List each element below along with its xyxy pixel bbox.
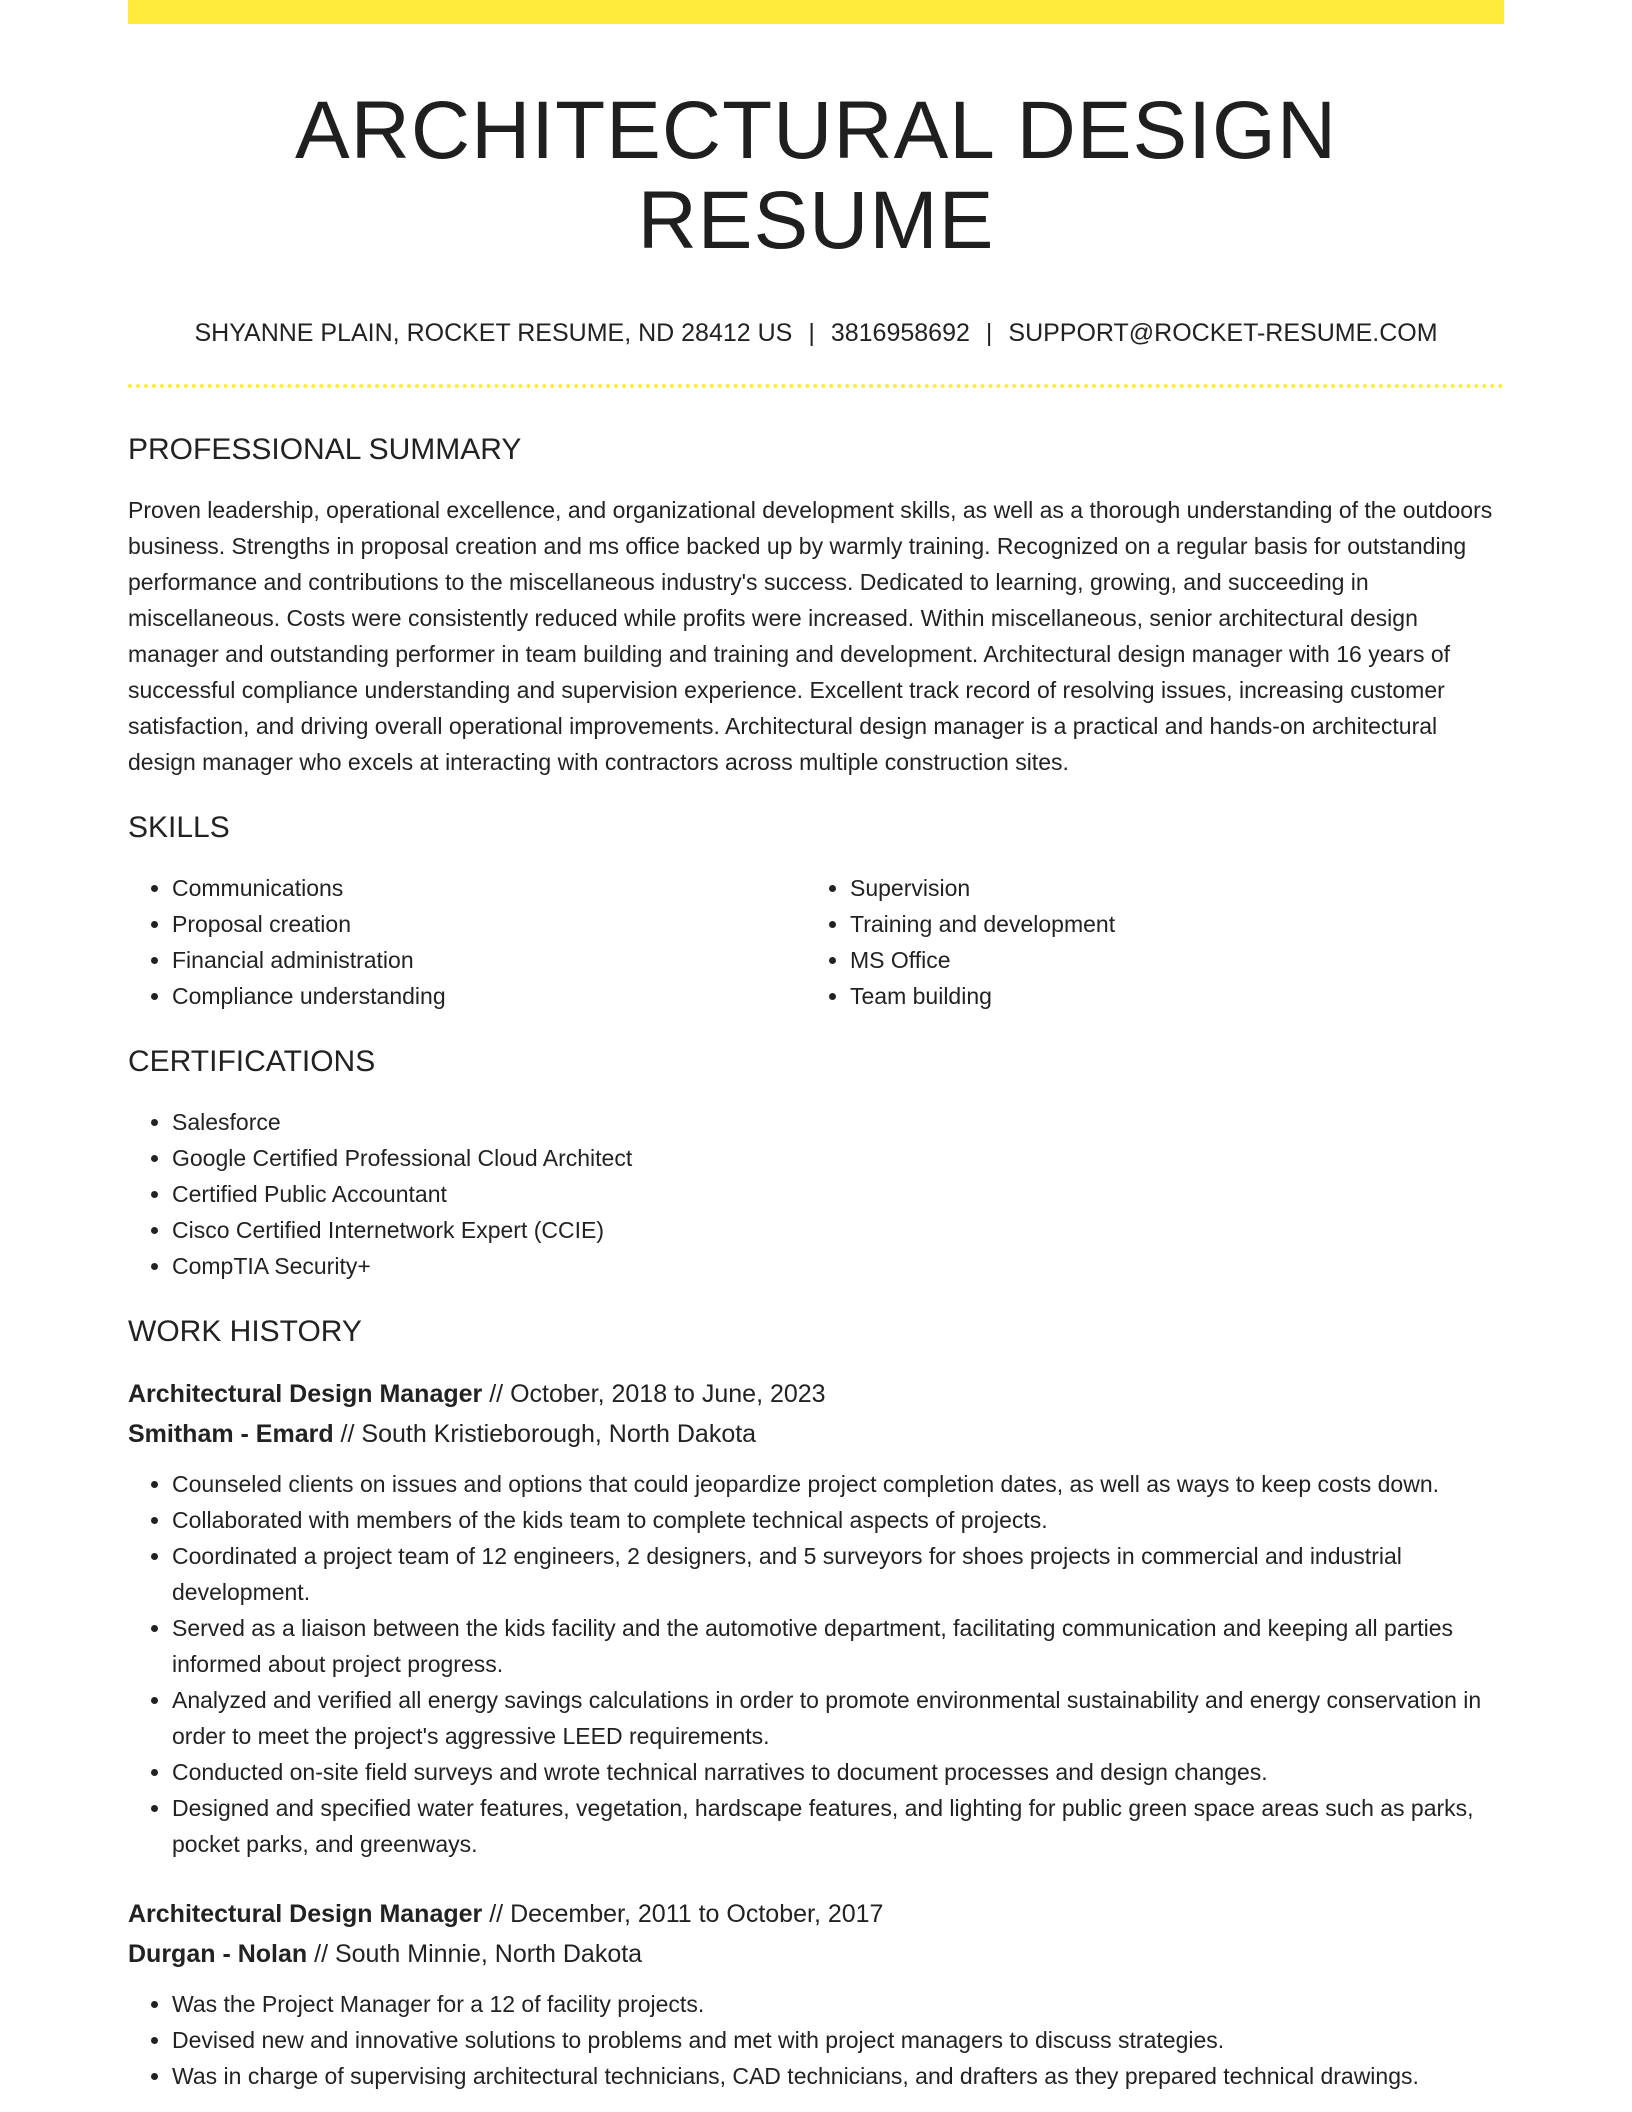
job-duties-list: [128, 1466, 1504, 1862]
job-company: Smitham - Emard: [128, 1420, 334, 1449]
job-title-line: [128, 1894, 1504, 1934]
contact-separator: |: [985, 319, 993, 348]
contact-line: [128, 318, 1504, 348]
job-duty: • Was the Project Manager for a 12 of facility projects.: [172, 1986, 1504, 2022]
certification-item: • CompTIA Security+: [172, 1248, 1504, 1284]
job-duty: • Coordinated a project team of 12 engineers, 2 designers, and 5 surveyors for shoes projects in commercial and industrial development.: [172, 1538, 1504, 1610]
contact-phone: 3816958692: [830, 319, 970, 348]
job-company: Durgan - Nolan: [128, 1940, 308, 1969]
job-duty: • Served as a liaison between the kids facility and the automotive department, facilitating communication and keeping all parties informed about project progress.: [172, 1610, 1504, 1682]
job-duty: • Analyzed and verified all energy savings calculations in order to promote environmental sustainability and energy conservation in order to meet the project's aggressive LEED requirements.: [172, 1682, 1504, 1754]
job-title-line: [128, 1374, 1504, 1414]
job-duty: • Devised new and innovative solutions to problems and met with project managers to discuss strategies.: [172, 2022, 1504, 2058]
job-separator: //: [333, 1420, 362, 1449]
job-separator: //: [482, 1380, 511, 1409]
job-duty: • Was in charge of supervising architectural technicians, CAD technicians, and drafters as they prepared technical drawings.: [172, 2058, 1504, 2094]
skill-item: • Proposal creation: [172, 906, 806, 942]
job-title: Architectural Design Manager: [128, 1380, 483, 1409]
job-company-line: [128, 1934, 1504, 1974]
job-location: South Kristieborough, North Dakota: [361, 1420, 757, 1449]
skill-item: • Communications: [172, 870, 806, 906]
certification-item: • Cisco Certified Internetwork Expert (CCIE): [172, 1212, 1504, 1248]
skills-column-left: [128, 870, 806, 1014]
certification-item: • Salesforce: [172, 1104, 1504, 1140]
job-separator: //: [482, 1900, 511, 1929]
contact-address: SHYANNE PLAIN, ROCKET RESUME, ND 28412 US: [194, 319, 793, 348]
job-entry: [128, 1374, 1504, 1862]
job-location: South Minnie, North Dakota: [334, 1940, 643, 1969]
skill-item: • Supervision: [850, 870, 1504, 906]
job-duty: • Conducted on-site field surveys and wrote technical narratives to document processes and design changes.: [172, 1754, 1504, 1790]
skills-column-right: [806, 870, 1504, 1014]
job-dates: December, 2011 to October, 2017: [510, 1900, 884, 1929]
skill-item: • Compliance understanding: [172, 978, 806, 1014]
summary-heading: PROFESSIONAL SUMMARY: [128, 433, 522, 467]
job-duty: • Counseled clients on issues and options that could jeopardize project completion dates, as well as ways to keep costs down.: [172, 1466, 1504, 1502]
dotted-divider: [128, 384, 1504, 388]
skill-item: • MS Office: [850, 942, 1504, 978]
work-history-heading: WORK HISTORY: [128, 1315, 362, 1349]
job-duty: • Designed and specified water features, vegetation, hardscape features, and lighting for public green space areas such as parks, pocket parks, and greenways.: [172, 1790, 1504, 1862]
job-title: Architectural Design Manager: [128, 1900, 483, 1929]
skill-item: • Training and development: [850, 906, 1504, 942]
top-accent-bar: [128, 0, 1504, 24]
job-company-line: [128, 1414, 1504, 1454]
resume-page: [128, 0, 1504, 2094]
job-dates: October, 2018 to June, 2023: [510, 1380, 826, 1409]
contact-separator: |: [808, 319, 815, 348]
job-separator: //: [307, 1940, 335, 1969]
summary-text: Proven leadership, operational excellence, and organizational development skills, as well as a thorough understanding of the outdoors business. Strengths in proposal creation and ms office backed up by warmly training. Recognized on a regular basis for outstanding performance and contributions to the miscellaneous industry's success. Dedicated to learning, growing, and succeeding in miscellaneous. Costs were consistently reduced while profits were increased. Within miscellaneous, senior architectural design manager and outstanding performer in team building and training and development. Architectural design manager with 16 years of successful compliance understanding and supervision experience. Excellent track record of resolving issues, increasing customer satisfaction, and driving overall operational improvements. Architectural design manager is a practical and hands-on architectural design manager who excels at interacting with contractors across multiple construction sites.: [128, 497, 1493, 776]
certification-item: • Certified Public Accountant: [172, 1176, 1504, 1212]
certifications-heading: CERTIFICATIONS: [128, 1045, 376, 1079]
certifications-list: [128, 1104, 1504, 1284]
contact-email: SUPPORT@ROCKET-RESUME.COM: [1008, 319, 1438, 348]
skill-item: • Financial administration: [172, 942, 806, 978]
job-entry: [128, 1894, 1504, 2094]
job-duties-list: [128, 1986, 1504, 2094]
certification-item: • Google Certified Professional Cloud Architect: [172, 1140, 1504, 1176]
job-duty: • Collaborated with members of the kids team to complete technical aspects of projects.: [172, 1502, 1504, 1538]
skill-item: • Team building: [850, 978, 1504, 1014]
skills-list: [128, 870, 1504, 1014]
resume-title: ARCHITECTURAL DESIGN RESUME: [294, 85, 1338, 267]
skills-heading: SKILLS: [128, 811, 230, 845]
